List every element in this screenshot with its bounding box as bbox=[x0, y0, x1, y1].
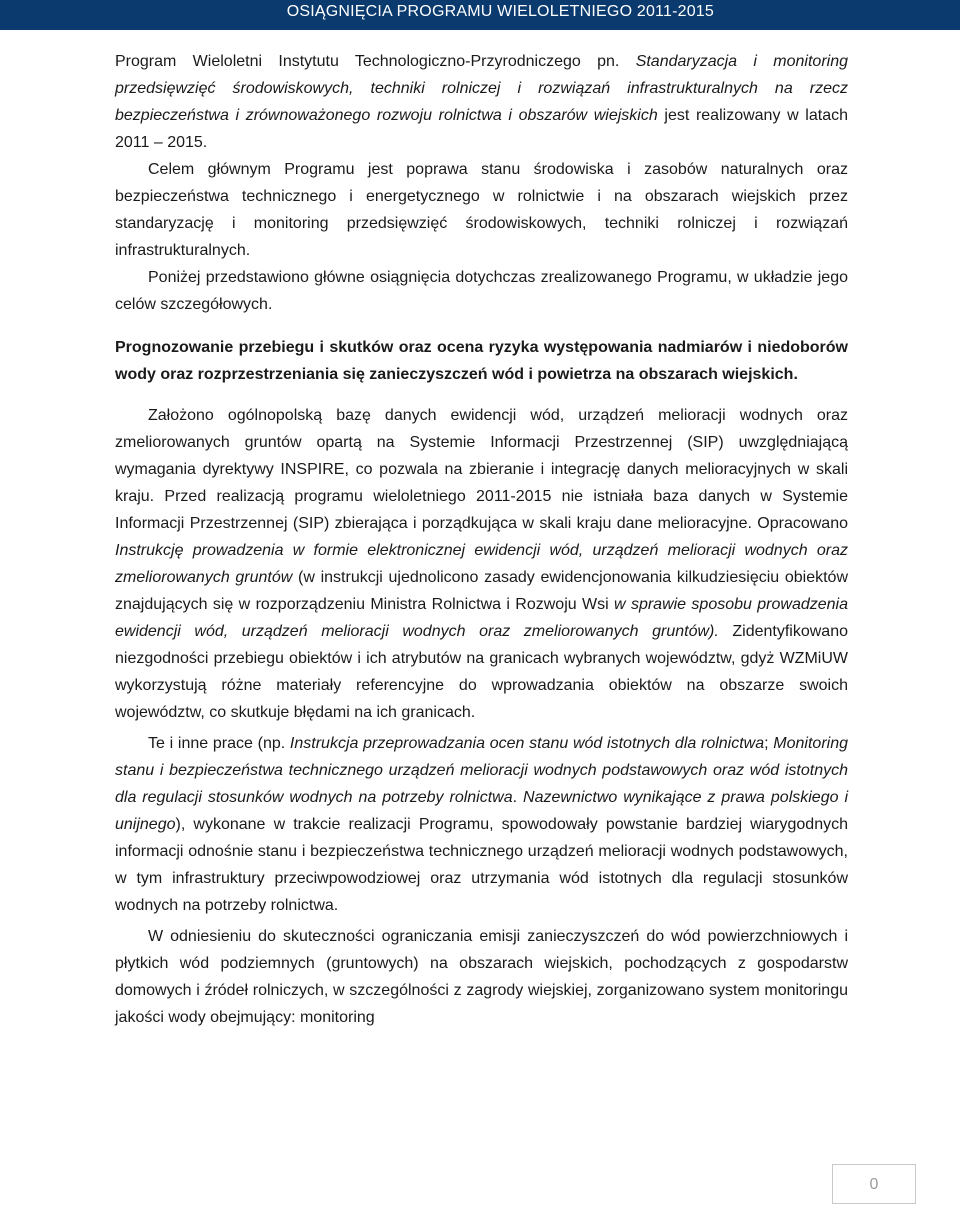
paragraph-achievements-intro: Poniżej przedstawiono główne osiągnięcia dotychczas zrealizowanego Programu, w układzie jego celów szczegółowych. bbox=[115, 269, 848, 313]
regulation-title: w sprawie sposobu prowadzenia ewidencji wód, urządzeń melioracji wodnych oraz zmeliorowanych gruntów). bbox=[115, 596, 848, 640]
work-title-1: Instrukcja przeprowadzania ocen stanu wód istotnych dla rolnictwa bbox=[289, 735, 765, 752]
section-heading: Prognozowanie przebiegu i skutków oraz ocena ryzyka występowania nadmiarów i niedoborów wody oraz rozprzestrzeniania się zanieczyszczeń wód i powietrza na obszarach wiejskich. bbox=[115, 339, 848, 383]
separator-2: . bbox=[512, 789, 524, 806]
page-header bbox=[0, 0, 960, 30]
separator-1: ; bbox=[764, 735, 774, 752]
program-title: Standaryzacja i monitoring przedsięwzięć środowiskowych, techniki rolniczej i rozwiązań infrastrukturalnych na rzecz bezpieczeństwa i zrównoważonego rozwoju rolnictwa i obszarów wiejskich bbox=[115, 53, 848, 124]
paragraph-other-works bbox=[115, 730, 848, 919]
document-body bbox=[115, 48, 848, 1031]
page-number-box bbox=[832, 1164, 916, 1204]
other-works-text: Te i inne prace (np. bbox=[148, 735, 290, 752]
intro-text: Program Wieloletni Instytutu Technologiczno-Przyrodniczego pn. bbox=[115, 53, 636, 70]
paragraph-monitoring: W odniesieniu do skuteczności ograniczania emisji zanieczyszczeń do wód powierzchniowych i płytkich wód podziemnych (gruntowych) na obszarach wiejskich, pochodzących z gospodarstw domowych i źródeł rolniczych, w szczególności z zagrody wiejskiej, zorganizowano system monitoringu jakości wody obejmujący: monitoring bbox=[115, 928, 848, 1026]
work-title-3: Nazewnictwo wynikające z prawa polskiego i unijnego bbox=[115, 789, 848, 833]
paragraph-program-intro bbox=[115, 48, 848, 156]
database-text-end: Zidentyfikowano niezgodności przebiegu obiektów i ich atrybutów na granicach wybranych województw, gdyż WZMiUW wykorzystują różne materiały referencyjne do wprowadzania obiektów na obszarze swoich województw, co skutkuje błędami na ich granicach. bbox=[115, 623, 849, 721]
instruction-note: (w instrukcji ujednolicono zasady ewidencjonowania kilkudziesięciu obiektów znajdujących się w rozporządzeniu Ministra Rolnictwa i Rozwoju Wsi bbox=[115, 569, 849, 613]
database-text: Założono ogólnopolską bazę danych ewidencji wód, urządzeń melioracji wodnych oraz zmeliorowanych gruntów opartą na Systemie Informacji Przestrzennej (SIP) uwzględniającą wymagania dyrektywy INSPIRE, co pozwala na zbieranie i integrację danych melioracyjnych w skali kraju. Przed realizacją programu wieloletniego 2011-2015 nie istniała baza danych w Systemie Informacji Przestrzennej (SIP) zbierająca i porządkująca w skali kraju dane melioracyjne. Opracowano bbox=[115, 407, 848, 532]
instruction-title: Instrukcję prowadzenia w formie elektronicznej ewidencji wód, urządzeń melioracji wodnych oraz zmeliorowanych gruntów bbox=[115, 542, 848, 586]
intro-text-end: jest realizowany w latach 2011 – 2015. bbox=[115, 107, 848, 151]
page-number: 0 bbox=[869, 1176, 879, 1193]
paragraph-database bbox=[115, 402, 848, 726]
paragraph-main-goal: Celem głównym Programu jest poprawa stanu środowiska i zasobów naturalnych oraz bezpieczeństwa technicznego i energetycznego w rolnictwie i na obszarach wiejskich przez standaryzację i monitoring przedsięwzięć środowiskowych, techniki rolniczej i rozwiązań infrastrukturalnych. bbox=[115, 161, 848, 259]
header-title: OSIĄGNIĘCIA PROGRAMU WIELOLETNIEGO 2011-2015 bbox=[286, 3, 714, 20]
work-title-2: Monitoring stanu i bezpieczeństwa technicznego urządzeń melioracji wodnych podstawowych oraz wód istotnych dla regulacji stosunków wodnych na potrzeby rolnictwa bbox=[115, 735, 848, 806]
other-works-text-end: ), wykonane w trakcie realizacji Programu, spowodowały powstanie bardziej wiarygodnych informacji odnośnie stanu i bezpieczeństwa technicznego urządzeń melioracji wodnych podstawowych, w tym infrastruktury przeciwpowodziowej oraz utrzymania wód istotnych dla regulacji stosunków wodnych na potrzeby rolnictwa. bbox=[115, 816, 848, 914]
